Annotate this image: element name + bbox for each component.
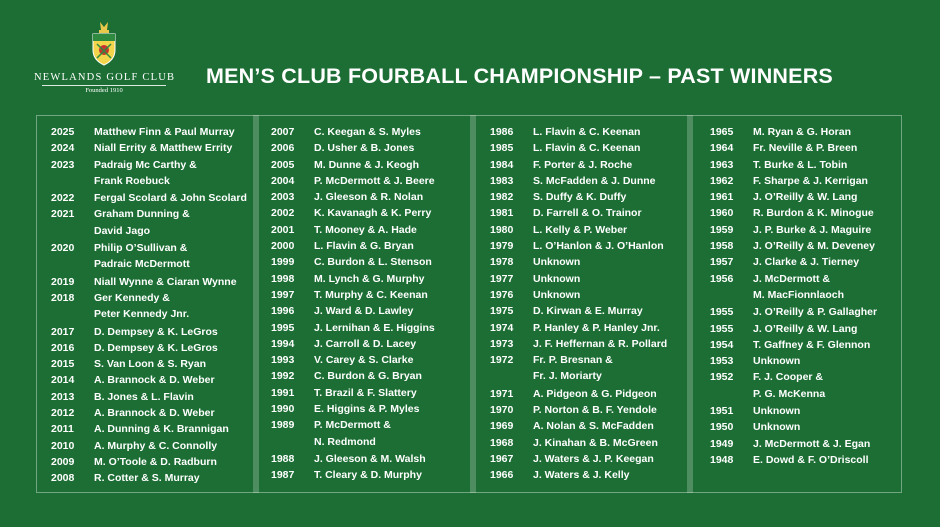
winner-names: M. Lynch & G. Murphy bbox=[314, 272, 425, 285]
winner-names: L. Flavin & C. Keenan bbox=[533, 142, 641, 155]
winner-names: Fr. Neville & P. Breen bbox=[753, 142, 858, 155]
winner-year: 1971 bbox=[490, 387, 514, 400]
winner-year: 1980 bbox=[490, 223, 514, 236]
winner-year: 1951 bbox=[710, 405, 734, 418]
winner-year: 1993 bbox=[271, 354, 295, 367]
winner-year: 1961 bbox=[710, 191, 734, 204]
winner-row bbox=[51, 356, 251, 372]
winner-row bbox=[710, 238, 900, 254]
winner-year: 1956 bbox=[710, 272, 734, 285]
winner-year: 2008 bbox=[51, 472, 75, 485]
winners-column-2 bbox=[271, 124, 469, 484]
winner-names: E. Dowd & F. O’Driscoll bbox=[753, 453, 869, 466]
winner-year: 2017 bbox=[51, 325, 75, 338]
winner-names: J. Waters & J. P. Keegan bbox=[533, 452, 654, 465]
winner-names: T. Mooney & A. Hade bbox=[314, 223, 417, 236]
winner-row bbox=[710, 419, 900, 435]
winner-names: S. Duffy & K. Duffy bbox=[533, 191, 627, 204]
winner-row bbox=[51, 140, 251, 156]
winner-row bbox=[271, 173, 469, 189]
winner-row bbox=[710, 369, 900, 402]
winner-row bbox=[490, 254, 686, 270]
winners-column-3 bbox=[490, 124, 686, 484]
winner-year: 1955 bbox=[710, 306, 734, 319]
winner-names: J. Clarke & J. Tierney bbox=[753, 256, 860, 269]
winner-year: 1977 bbox=[490, 272, 514, 285]
winner-row bbox=[710, 222, 900, 238]
winner-names: Unknown bbox=[753, 421, 801, 434]
winner-year: 1949 bbox=[710, 437, 734, 450]
winner-year: 2003 bbox=[271, 191, 295, 204]
winner-row bbox=[271, 140, 469, 156]
winner-year: 1994 bbox=[271, 337, 295, 350]
winner-names: Padraig Mc Carthy & Frank Roebuck bbox=[94, 158, 197, 187]
winner-row bbox=[51, 206, 251, 239]
winner-names: Niall Wynne & Ciaran Wynne bbox=[94, 275, 237, 288]
winner-names: Unknown bbox=[533, 256, 581, 269]
winner-year: 2007 bbox=[271, 126, 295, 138]
winner-names: M. O’Toole & D. Radburn bbox=[94, 455, 217, 468]
winner-row bbox=[51, 372, 251, 388]
winner-row bbox=[710, 304, 900, 320]
winner-year: 1987 bbox=[271, 469, 295, 482]
winner-year: 1964 bbox=[710, 142, 734, 155]
winner-names: T. Gaffney & F. Glennon bbox=[753, 338, 871, 351]
winner-year: 1991 bbox=[271, 386, 295, 399]
winner-row bbox=[490, 320, 686, 336]
winner-row bbox=[271, 287, 469, 303]
winner-year: 2019 bbox=[51, 275, 75, 288]
winner-names: P. McDermott & J. Beere bbox=[314, 174, 435, 187]
winner-names: J. O’Reilly & M. Deveney bbox=[753, 240, 875, 253]
winner-row bbox=[710, 452, 900, 468]
winner-names: F. Sharpe & J. Kerrigan bbox=[753, 174, 868, 187]
winners-column-1 bbox=[51, 124, 251, 487]
winner-year: 2015 bbox=[51, 358, 75, 371]
winner-names: Fergal Scolard & John Scolard bbox=[94, 192, 247, 205]
winner-row bbox=[271, 467, 469, 483]
winner-row bbox=[271, 451, 469, 467]
winner-year: 2011 bbox=[51, 423, 74, 436]
winner-year: 2013 bbox=[51, 390, 75, 403]
winner-year: 1968 bbox=[490, 436, 514, 449]
winner-row bbox=[710, 321, 900, 337]
winner-row bbox=[490, 124, 686, 140]
winner-row bbox=[490, 303, 686, 319]
winner-row bbox=[490, 402, 686, 418]
winner-year: 2014 bbox=[51, 374, 75, 387]
logo-divider bbox=[42, 85, 166, 86]
winner-names: Matthew Finn & Paul Murray bbox=[94, 126, 235, 138]
winner-year: 1992 bbox=[271, 370, 295, 383]
winner-row bbox=[51, 240, 251, 273]
winner-names: J. Waters & J. Kelly bbox=[533, 469, 630, 482]
winner-row bbox=[490, 189, 686, 205]
winner-names: J. F. Heffernan & R. Pollard bbox=[533, 337, 668, 350]
winner-row bbox=[490, 140, 686, 156]
winner-names: J. O’Reilly & W. Lang bbox=[753, 191, 858, 204]
winner-year: 1986 bbox=[490, 126, 514, 138]
winner-year: 1959 bbox=[710, 223, 734, 236]
winner-row bbox=[51, 290, 251, 323]
winner-year: 1995 bbox=[271, 321, 295, 334]
winner-year: 1999 bbox=[271, 256, 295, 269]
winner-names: J. P. Burke & J. Maguire bbox=[753, 223, 872, 236]
winner-names: J. O’Reilly & P. Gallagher bbox=[753, 306, 878, 319]
winner-names: S. Van Loon & S. Ryan bbox=[94, 358, 207, 371]
winner-row bbox=[490, 238, 686, 254]
column-divider bbox=[687, 115, 693, 493]
winner-names: A. Dunning & K. Brannigan bbox=[94, 423, 229, 436]
winner-names: T. Burke & L. Tobin bbox=[753, 158, 848, 171]
winner-row bbox=[271, 303, 469, 319]
winner-year: 1965 bbox=[710, 126, 734, 138]
winner-names: D. Kirwan & E. Murray bbox=[533, 305, 643, 318]
winner-names: J. O’Reilly & W. Lang bbox=[753, 322, 858, 335]
winner-names: A. Nolan & S. McFadden bbox=[533, 420, 654, 433]
winner-row bbox=[490, 386, 686, 402]
winner-year: 2004 bbox=[271, 174, 295, 187]
winner-names: A. Murphy & C. Connolly bbox=[94, 439, 218, 452]
winner-names: A. Pidgeon & G. Pidgeon bbox=[533, 387, 657, 400]
winner-year: 1974 bbox=[490, 321, 514, 334]
winner-names: D. Dempsey & K. LeGros bbox=[94, 325, 218, 338]
winner-year: 1996 bbox=[271, 305, 295, 318]
winner-year: 2010 bbox=[51, 439, 75, 452]
winner-names: J. McDermott & J. Egan bbox=[753, 437, 871, 450]
winner-names: J. McDermott & M. MacFionnlaoch bbox=[753, 272, 845, 301]
winner-year: 2000 bbox=[271, 240, 295, 253]
winner-year: 1975 bbox=[490, 305, 514, 318]
winner-names: A. Brannock & D. Weber bbox=[94, 374, 215, 387]
winner-row bbox=[490, 173, 686, 189]
winner-row bbox=[51, 421, 251, 437]
winner-names: F. J. Cooper & P. G. McKenna bbox=[753, 371, 826, 400]
winner-names: S. McFadden & J. Dunne bbox=[533, 174, 656, 187]
club-crest-icon bbox=[88, 20, 120, 66]
winner-row bbox=[710, 157, 900, 173]
winner-year: 1989 bbox=[271, 419, 295, 432]
winner-row bbox=[271, 320, 469, 336]
winner-row bbox=[710, 173, 900, 189]
winner-row bbox=[51, 438, 251, 454]
winner-row bbox=[710, 403, 900, 419]
winner-names: J. Gleeson & M. Walsh bbox=[314, 452, 426, 465]
winner-year: 1969 bbox=[490, 420, 514, 433]
winner-row bbox=[490, 418, 686, 434]
winner-year: 1979 bbox=[490, 240, 514, 253]
winner-row bbox=[710, 140, 900, 156]
winner-row bbox=[271, 222, 469, 238]
club-name: NEWLANDS GOLF CLUB bbox=[34, 72, 176, 83]
winner-year: 1970 bbox=[490, 404, 514, 417]
winner-names: T. Brazil & F. Slattery bbox=[314, 386, 417, 399]
winner-year: 1966 bbox=[490, 469, 514, 482]
winner-names: E. Higgins & P. Myles bbox=[314, 403, 420, 416]
winner-row bbox=[51, 124, 251, 140]
winner-names: B. Jones & L. Flavin bbox=[94, 390, 194, 403]
winner-year: 2020 bbox=[51, 242, 75, 255]
column-divider bbox=[470, 115, 476, 493]
winner-year: 2002 bbox=[271, 207, 295, 220]
winner-names: D. Farrell & O. Trainor bbox=[533, 207, 642, 220]
winner-names: Niall Errity & Matthew Errity bbox=[94, 142, 233, 155]
winner-row bbox=[51, 157, 251, 190]
winner-row bbox=[51, 274, 251, 290]
club-founded: Founded 1910 bbox=[85, 87, 123, 94]
winner-names: M. Dunne & J. Keogh bbox=[314, 158, 419, 171]
winner-names: D. Dempsey & K. LeGros bbox=[94, 341, 218, 354]
winner-row bbox=[490, 205, 686, 221]
winner-row bbox=[51, 454, 251, 470]
winner-year: 1988 bbox=[271, 452, 295, 465]
winner-names: Fr. P. Bresnan & Fr. J. Moriarty bbox=[533, 354, 613, 383]
winner-year: 1978 bbox=[490, 256, 514, 269]
winner-year: 1997 bbox=[271, 288, 295, 301]
winner-row bbox=[490, 157, 686, 173]
winner-row bbox=[271, 254, 469, 270]
winner-row bbox=[51, 340, 251, 356]
winner-row bbox=[710, 337, 900, 353]
winner-names: A. Brannock & D. Weber bbox=[94, 407, 215, 420]
winner-year: 2005 bbox=[271, 158, 295, 171]
winner-row bbox=[490, 271, 686, 287]
winner-names: L. O’Hanlon & J. O’Hanlon bbox=[533, 240, 664, 253]
winner-year: 1998 bbox=[271, 272, 295, 285]
winner-names: P. Norton & B. F. Yendole bbox=[533, 404, 657, 417]
winner-names: K. Kavanagh & K. Perry bbox=[314, 207, 432, 220]
winner-year: 1957 bbox=[710, 256, 734, 269]
winner-year: 1958 bbox=[710, 240, 734, 253]
winner-row bbox=[271, 352, 469, 368]
winner-year: 1953 bbox=[710, 355, 734, 368]
winner-year: 1984 bbox=[490, 158, 514, 171]
winner-year: 2016 bbox=[51, 341, 75, 354]
winner-year: 2006 bbox=[271, 142, 295, 155]
winner-names: P. McDermott & N. Redmond bbox=[314, 419, 391, 448]
winner-row bbox=[490, 222, 686, 238]
winner-names: J. Carroll & D. Lacey bbox=[314, 337, 417, 350]
winner-row bbox=[271, 368, 469, 384]
winner-names: R. Burdon & K. Minogue bbox=[753, 207, 874, 220]
winner-row bbox=[51, 324, 251, 340]
winner-row bbox=[490, 451, 686, 467]
winner-year: 1990 bbox=[271, 403, 295, 416]
winner-year: 1955 bbox=[710, 322, 734, 335]
winner-names: V. Carey & S. Clarke bbox=[314, 354, 414, 367]
winner-row bbox=[271, 271, 469, 287]
winner-year: 2024 bbox=[51, 142, 75, 155]
winner-names: J. Gleeson & R. Nolan bbox=[314, 191, 424, 204]
winner-year: 1963 bbox=[710, 158, 734, 171]
winner-row bbox=[710, 254, 900, 270]
winner-row bbox=[710, 436, 900, 452]
winner-year: 1950 bbox=[710, 421, 734, 434]
winner-year: 2025 bbox=[51, 126, 75, 138]
winner-year: 1962 bbox=[710, 174, 734, 187]
winner-row bbox=[271, 205, 469, 221]
winner-names: L. Flavin & G. Bryan bbox=[314, 240, 414, 253]
winner-year: 1954 bbox=[710, 338, 734, 351]
winner-row bbox=[271, 157, 469, 173]
winner-names: R. Cotter & S. Murray bbox=[94, 472, 200, 485]
winner-row bbox=[51, 389, 251, 405]
winner-names: P. Hanley & P. Hanley Jnr. bbox=[533, 321, 660, 334]
winner-year: 2022 bbox=[51, 192, 75, 205]
winner-row bbox=[271, 417, 469, 450]
winner-names: Graham Dunning & David Jago bbox=[94, 208, 190, 237]
winner-row bbox=[710, 353, 900, 369]
winner-year: 1972 bbox=[490, 354, 514, 367]
winner-names: J. Lernihan & E. Higgins bbox=[314, 321, 435, 334]
winner-year: 1973 bbox=[490, 337, 514, 350]
winner-names: M. Ryan & G. Horan bbox=[753, 126, 852, 138]
winner-row bbox=[51, 190, 251, 206]
winner-row bbox=[490, 467, 686, 483]
winner-row bbox=[710, 205, 900, 221]
winner-row bbox=[51, 405, 251, 421]
winner-row bbox=[271, 401, 469, 417]
winner-names: Unknown bbox=[533, 288, 581, 301]
winner-year: 1981 bbox=[490, 207, 514, 220]
winner-year: 1952 bbox=[710, 371, 734, 384]
winner-names: J. Ward & D. Lawley bbox=[314, 305, 414, 318]
winner-names: F. Porter & J. Roche bbox=[533, 158, 633, 171]
winner-names: Ger Kennedy & Peter Kennedy Jnr. bbox=[94, 291, 190, 321]
winner-row bbox=[271, 124, 469, 140]
column-divider bbox=[253, 115, 259, 493]
winner-names: C. Burdon & G. Bryan bbox=[314, 370, 422, 383]
winner-year: 1967 bbox=[490, 452, 514, 465]
winner-row bbox=[271, 336, 469, 352]
winner-row bbox=[710, 271, 900, 304]
winner-names: Unknown bbox=[753, 355, 801, 368]
winner-year: 1982 bbox=[490, 191, 514, 204]
winner-row bbox=[490, 435, 686, 451]
winner-year: 1960 bbox=[710, 207, 734, 220]
winner-names: Unknown bbox=[533, 272, 581, 285]
winner-names: L. Kelly & P. Weber bbox=[533, 223, 628, 236]
winner-names: Unknown bbox=[753, 405, 801, 418]
winner-row bbox=[271, 238, 469, 254]
winner-year: 2012 bbox=[51, 407, 75, 420]
club-logo bbox=[34, 20, 174, 94]
winner-year: 1976 bbox=[490, 288, 514, 301]
winner-year: 1948 bbox=[710, 453, 734, 466]
winner-names: C. Keegan & S. Myles bbox=[314, 126, 421, 138]
winner-names: T. Cleary & D. Murphy bbox=[314, 469, 422, 482]
winner-row bbox=[490, 287, 686, 303]
winner-row bbox=[490, 352, 686, 385]
page-title: MEN’S CLUB FOURBALL CHAMPIONSHIP – PAST WINNERS bbox=[206, 64, 833, 88]
winner-year: 2009 bbox=[51, 455, 75, 468]
winner-row bbox=[490, 336, 686, 352]
winner-year: 1983 bbox=[490, 174, 514, 187]
winner-year: 1985 bbox=[490, 142, 514, 155]
winner-names: C. Burdon & L. Stenson bbox=[314, 256, 432, 269]
winner-year: 2001 bbox=[271, 223, 295, 236]
winner-names: Philip O’Sullivan & Padraic McDermott bbox=[94, 242, 190, 271]
winner-names: L. Flavin & C. Keenan bbox=[533, 126, 641, 138]
winner-names: J. Kinahan & B. McGreen bbox=[533, 436, 658, 449]
winner-row bbox=[271, 385, 469, 401]
winner-names: D. Usher & B. Jones bbox=[314, 142, 415, 155]
winner-row bbox=[271, 189, 469, 205]
winner-names: T. Murphy & C. Keenan bbox=[314, 288, 428, 301]
winner-row bbox=[51, 470, 251, 486]
winner-row bbox=[710, 189, 900, 205]
winner-year: 2021 bbox=[51, 208, 75, 221]
winner-year: 2023 bbox=[51, 158, 75, 171]
winners-column-4 bbox=[710, 124, 900, 468]
winner-row bbox=[710, 124, 900, 140]
winner-year: 2018 bbox=[51, 291, 75, 304]
